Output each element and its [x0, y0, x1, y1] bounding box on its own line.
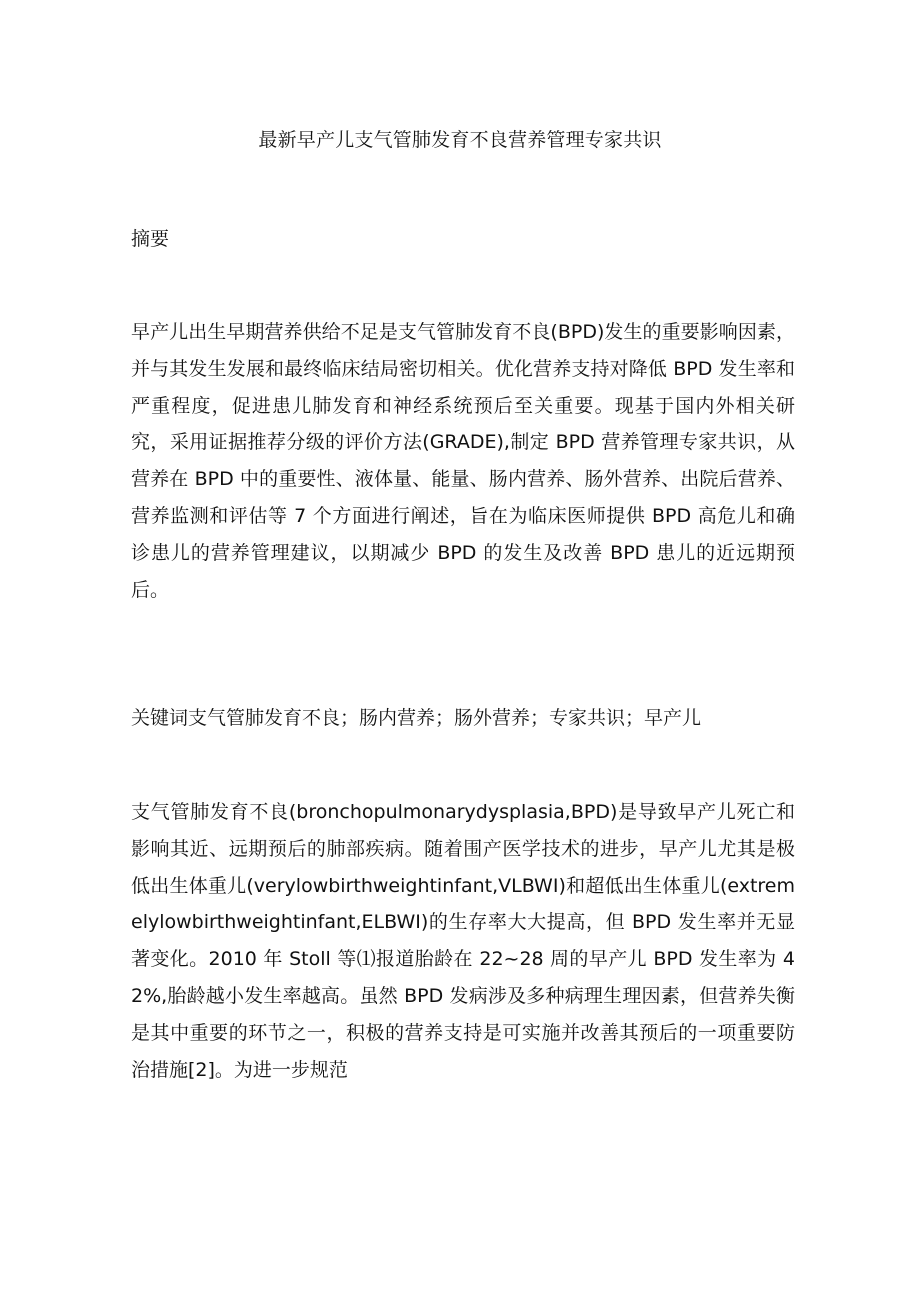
abstract-heading: 摘要: [131, 228, 170, 250]
body-paragraph: 支气管肺发育不良(bronchopulmonarydysplasia,BPD)是导致早产儿死亡和影响其近、远期预后的肺部疾病。随着围产医学技术的进步，早产儿尤其是极低出生体重儿(verylowbirthweightinfant,VLBWI)和超低出生体重儿(extremelylowbirthweightinfant,ELBWI)的生存率大大提高，但 BPD 发生率并无显著变化。2010 年 Stoll 等⑴报道胎龄在 22~28 周的早产儿 BPD 发生率为 42%,胎龄越小发生率越高。虽然 BPD 发病涉及多种病理生理因素，但营养失衡是其中重要的环节之一，积极的营养支持是可实施并改善其预后的一项重要防治措施[2]。为进一步规范: [131, 801, 795, 1081]
keywords-line: 关键词支气管肺发育不良；肠内营养；肠外营养；专家共识；早产儿: [131, 707, 702, 729]
abstract-paragraph: 早产儿出生早期营养供给不足是支气管肺发育不良(BPD)发生的重要影响因素，并与其发生发展和最终临床结局密切相关。优化营养支持对降低 BPD 发生率和严重程度，促进患儿肺发育和神经系统预后至关重要。现基于国内外相关研究，采用证据推荐分级的评价方法(GRADE),制定 BPD 营养管理专家共识，从营养在 BPD 中的重要性、液体量、能量、肠内营养、肠外营养、出院后营养、营养监测和评估等 7 个方面进行阐述，旨在为临床医师提供 BPD 高危儿和确诊患儿的营养管理建议，以期减少 BPD 的发生及改善 BPD 患儿的近远期预后。: [131, 321, 795, 601]
document-title: 最新早产儿支气管肺发育不良营养管理专家共识: [258, 129, 662, 151]
